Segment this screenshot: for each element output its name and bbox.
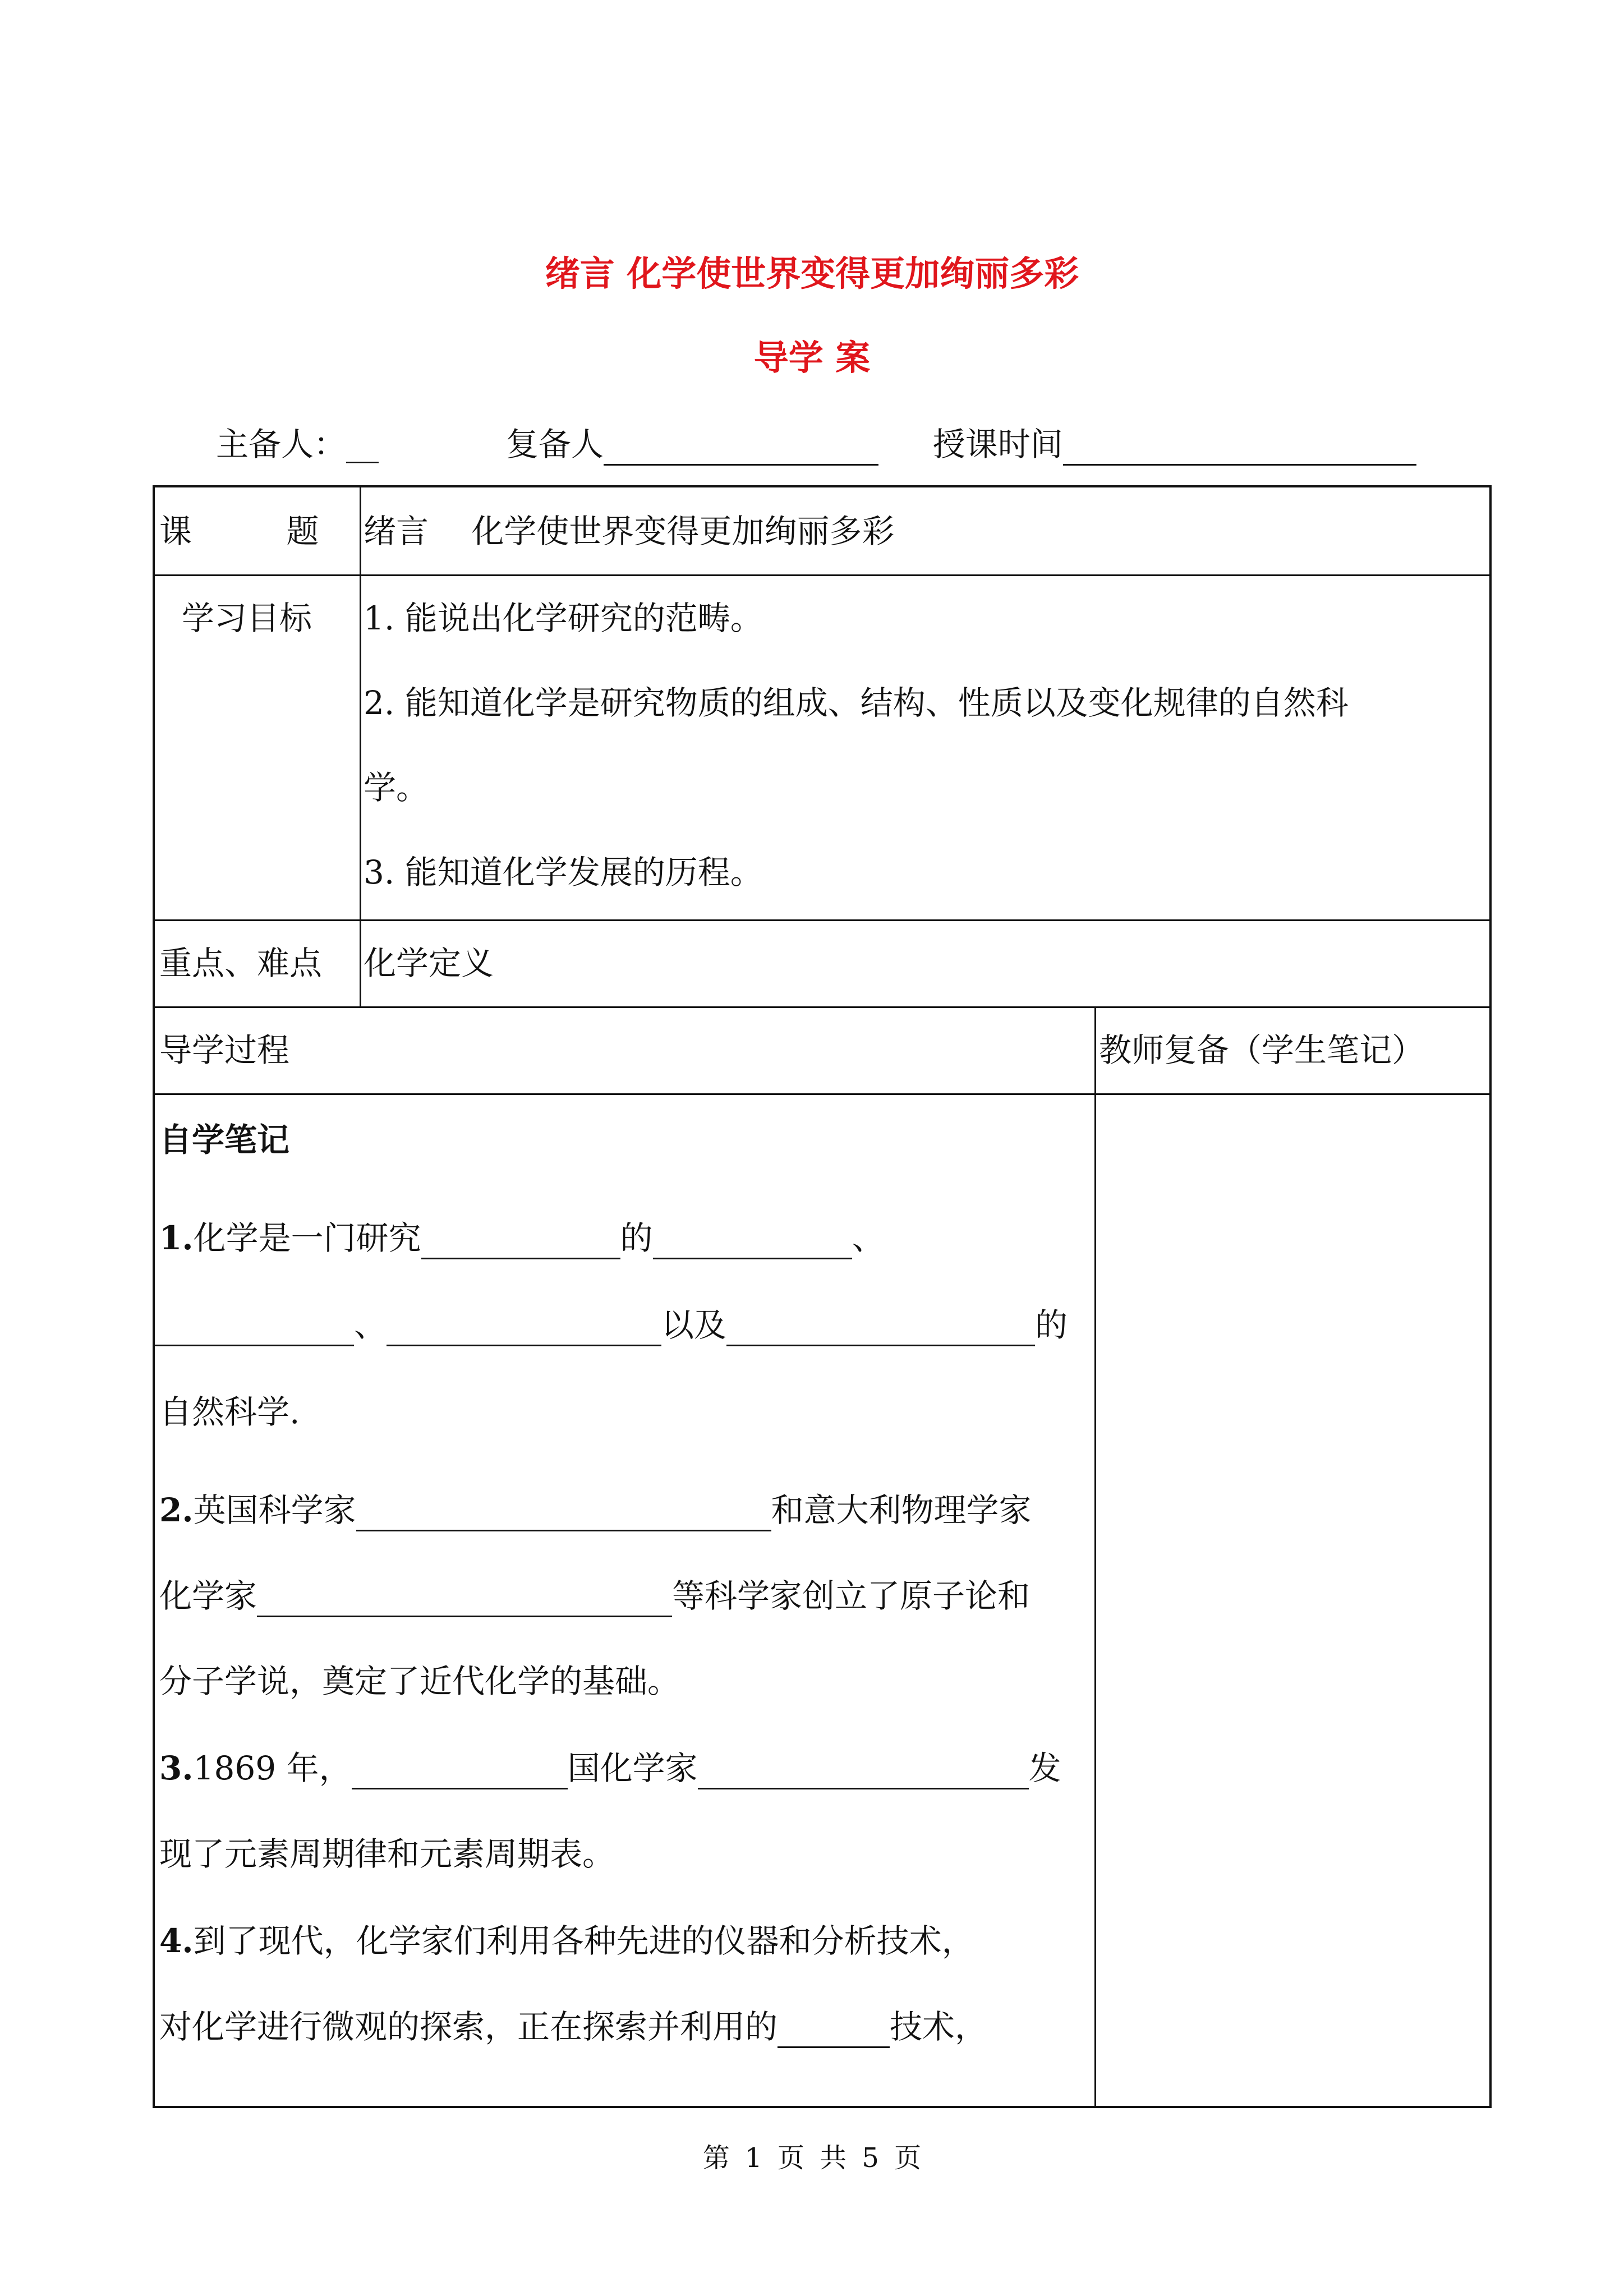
question-1-line-3: 自然科学.: [159, 1393, 300, 1431]
q2-blank-2[interactable]: [257, 1580, 672, 1617]
reviewer-blank[interactable]: [604, 429, 878, 466]
lesson-plan-table: [153, 485, 1492, 2108]
objective-item-3: 3. 能知道化学发展的历程。: [364, 853, 763, 891]
objective-item-2-continued: 学。: [364, 769, 429, 807]
q1-blank-4[interactable]: [387, 1309, 661, 1346]
teaching-time-label: 授课时间: [932, 425, 1063, 463]
q2-blank-1[interactable]: [356, 1494, 771, 1531]
q3-blank-2[interactable]: [698, 1752, 1029, 1789]
key-points-value: 化学定义: [364, 944, 494, 982]
objectives-label: 学习目标: [182, 599, 312, 637]
notes-header: 教师复备（学生笔记）: [1099, 1031, 1425, 1069]
preparer-label: 主备人：: [216, 425, 347, 463]
q3-blank-1[interactable]: [352, 1752, 568, 1789]
section-title: 自学笔记: [159, 1121, 290, 1159]
q1-blank-3[interactable]: [155, 1309, 354, 1346]
objective-item-2: 2. 能知道化学是研究物质的组成、结构、性质以及变化规律的自然科: [364, 684, 1349, 722]
document-title: 绪言 化学使世界变得更加绚丽多彩: [545, 253, 1079, 294]
question-2-line-1: 2.英国科学家 和意大利物理学家: [159, 1489, 1032, 1531]
row-divider-topic: [155, 574, 1489, 576]
question-3-line-2: 现了元素周期律和元素周期表。: [159, 1835, 615, 1873]
question-2-line-2: 化学家 等科学家创立了原子论和: [159, 1575, 1030, 1617]
key-points-label: 重点、难点: [159, 944, 323, 982]
q1-blank-1[interactable]: [421, 1222, 620, 1259]
q1-blank-2[interactable]: [653, 1222, 852, 1259]
question-2-line-3: 分子学说，奠定了近代化学的基础。: [159, 1662, 680, 1700]
topic-label: 课 题: [159, 512, 319, 550]
q4-blank-1[interactable]: [778, 2010, 890, 2048]
topic-value: 绪言 化学使世界变得更加绚丽多彩: [364, 512, 895, 550]
row-divider-keypoints: [155, 1006, 1489, 1008]
question-3-line-1: 3.1869 年， 国化学家 发: [159, 1747, 1061, 1789]
question-4-line-1: 4.到了现代，化学家们利用各种先进的仪器和分析技术，: [159, 1922, 974, 1960]
row-divider-process-header: [155, 1093, 1489, 1095]
question-1-line-1: 1.化学是一门研究 的 、: [159, 1217, 885, 1259]
process-header: 导学过程: [159, 1031, 290, 1069]
notes-column-divider: [1094, 1006, 1096, 2106]
row-divider-objectives: [155, 919, 1489, 921]
objective-item-1: 1. 能说出化学研究的范畴。: [364, 599, 763, 637]
preparer-value: __: [346, 425, 379, 463]
page-footer: 第 1 页 共 5 页: [702, 2142, 922, 2174]
document-subtitle: 导学 案: [753, 337, 871, 378]
question-1-line-2: 、 以及 的: [155, 1304, 1068, 1346]
question-4-line-2: 对化学进行微观的探索，正在探索并利用的 技术，: [159, 2005, 987, 2048]
reviewer-label: 复备人: [505, 425, 604, 463]
teaching-time-blank[interactable]: [1063, 429, 1416, 466]
label-column-divider: [360, 487, 361, 1006]
q1-blank-5[interactable]: [726, 1309, 1035, 1346]
preparation-info-line: [216, 423, 1416, 466]
